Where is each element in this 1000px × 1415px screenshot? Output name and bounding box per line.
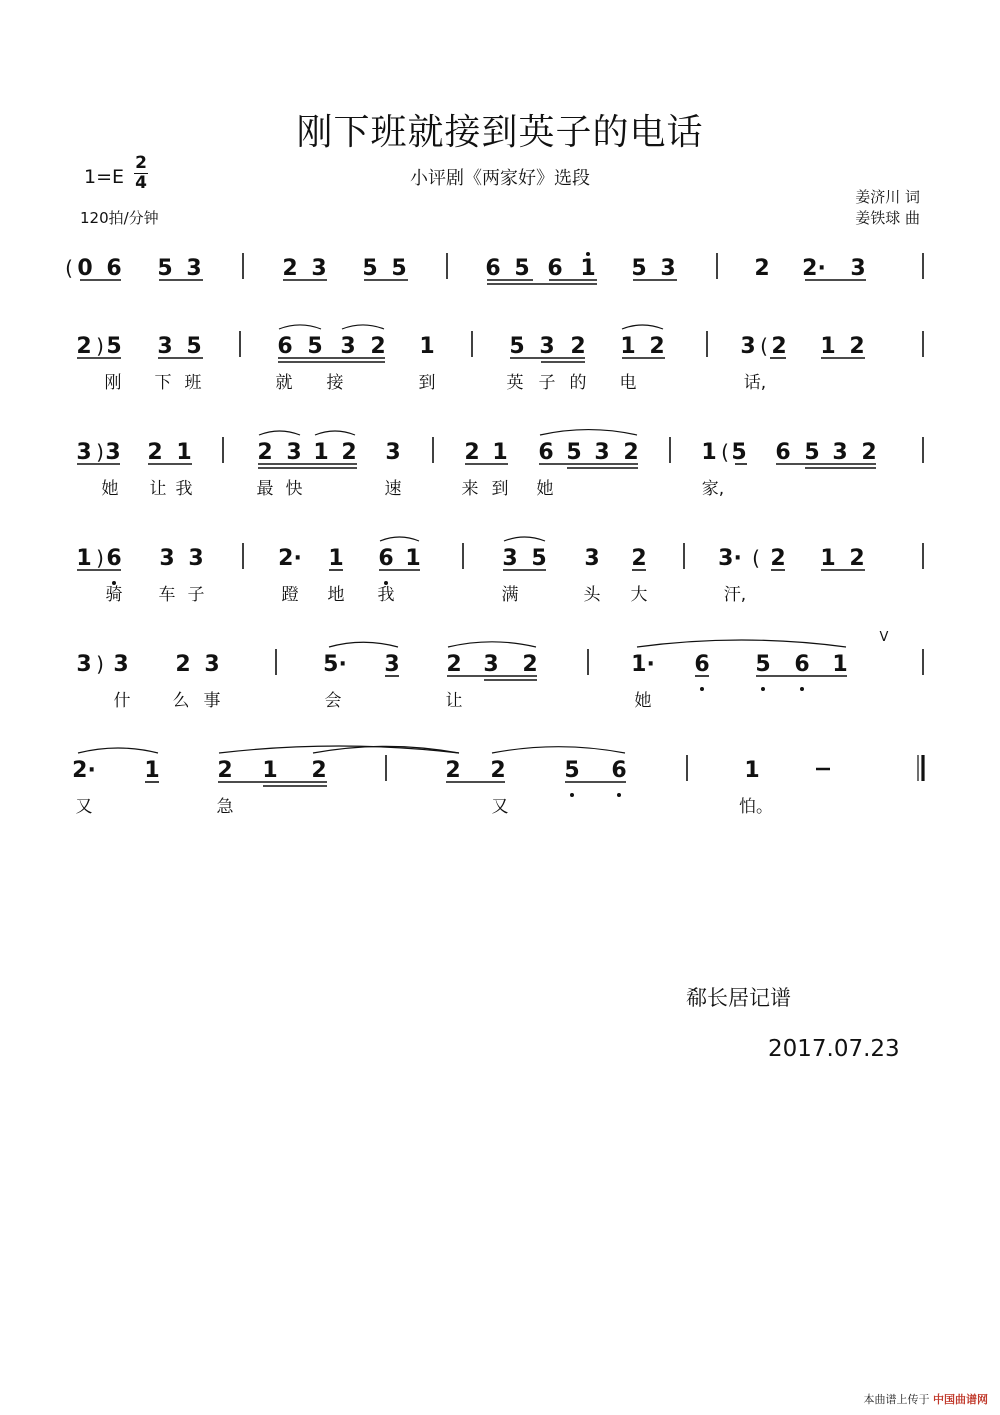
paren-mark: )	[96, 334, 104, 358]
note: 3	[502, 546, 518, 571]
breath-mark: V	[879, 630, 889, 645]
lyric-syllable: 话,	[743, 373, 767, 393]
footer-prefix: 本曲谱上传于	[863, 1393, 930, 1406]
note: 1	[262, 758, 278, 783]
site-footer	[864, 1391, 989, 1407]
note: 6	[378, 546, 394, 571]
lyric-syllable: 接	[326, 373, 344, 393]
slur	[78, 748, 158, 753]
note: 3	[113, 652, 129, 677]
note: 3	[539, 334, 555, 359]
tempo-marking: 120拍/分钟	[80, 209, 159, 227]
note: 5	[106, 334, 122, 359]
lyric-syllable: 让	[445, 691, 463, 711]
lyric-syllable: 我	[377, 585, 395, 605]
lyric-syllable: 汗,	[723, 585, 747, 605]
note: 1	[492, 440, 508, 465]
slur	[492, 747, 625, 753]
note: 2	[257, 440, 273, 465]
lyric-syllable: 怕。	[739, 797, 773, 817]
note: 5	[566, 440, 582, 465]
note: 5	[731, 440, 747, 465]
slur	[622, 325, 663, 329]
slur	[448, 642, 536, 647]
note: 1	[313, 440, 329, 465]
note: 3	[286, 440, 302, 465]
octave-dot-above	[586, 252, 590, 256]
note: 1	[832, 652, 848, 677]
lyric-syllable: 来	[461, 479, 479, 499]
note: 3	[594, 440, 610, 465]
note: 1	[328, 546, 344, 571]
note: 1	[405, 546, 421, 571]
note: 2	[76, 334, 92, 359]
slur	[279, 325, 321, 329]
slur	[637, 640, 846, 647]
lyric-syllable: 子	[538, 373, 556, 393]
lyric-syllable: 会	[324, 691, 342, 711]
note: 3	[105, 440, 121, 465]
lyric-syllable: 电	[619, 373, 637, 393]
note: 6	[794, 652, 810, 677]
lyric-syllable: 英	[506, 373, 524, 393]
note: 2	[464, 440, 480, 465]
song-subtitle: 小评剧《两家好》选段	[410, 168, 590, 189]
slur	[315, 431, 355, 435]
slur	[329, 642, 398, 647]
note: 3	[76, 652, 92, 677]
time-signature-bottom: 4	[135, 173, 147, 193]
note: 5	[804, 440, 820, 465]
note: 3	[188, 546, 204, 571]
note: 3	[384, 652, 400, 677]
lyric-syllable: 骑	[105, 585, 123, 605]
note: 3	[186, 256, 202, 281]
lyric-syllable: 车	[158, 585, 176, 605]
note: 6	[106, 256, 122, 281]
lyric-syllable: 的	[569, 373, 587, 393]
lyric-syllable: 么	[172, 691, 190, 711]
lyric-syllable: 事	[203, 691, 221, 711]
octave-dot-below	[800, 687, 804, 691]
lyric-syllable: 到	[491, 479, 509, 499]
site-logo: 中国曲谱网	[933, 1393, 988, 1406]
note: 1·	[631, 652, 655, 677]
song-title: 刚下班就接到英子的电话	[296, 112, 704, 153]
note: 2	[770, 546, 786, 571]
note: 2	[311, 758, 327, 783]
note: 3	[340, 334, 356, 359]
note: 2	[570, 334, 586, 359]
lyric-syllable: 快	[285, 479, 303, 499]
lyric-syllable: 她	[101, 479, 119, 499]
note: 2	[623, 440, 639, 465]
paren-mark: (	[721, 440, 729, 464]
note: 5	[631, 256, 647, 281]
note: 3	[483, 652, 499, 677]
note: 2	[861, 440, 877, 465]
note: 5	[564, 758, 580, 783]
time-signature-top: 2	[135, 153, 147, 173]
lyric-syllable: 满	[501, 585, 519, 605]
note: 2	[849, 334, 865, 359]
lyric-syllable: 她	[634, 691, 652, 711]
note: 6	[106, 546, 122, 571]
octave-dot-below	[700, 687, 704, 691]
lyric-syllable: 什	[113, 691, 131, 711]
note: 3·	[718, 546, 742, 571]
lyric-syllable: 刚	[104, 373, 122, 393]
slur	[504, 537, 545, 541]
paren-mark: )	[96, 440, 104, 464]
note: 5	[391, 256, 407, 281]
note: 3	[740, 334, 756, 359]
lyric-syllable: 就	[275, 373, 293, 393]
lyric-syllable: 到	[418, 373, 436, 393]
lyric-syllable: 大	[630, 585, 648, 605]
note: 3	[660, 256, 676, 281]
paren-mark: (	[752, 546, 760, 570]
octave-dot-below	[617, 793, 621, 797]
note: 3	[584, 546, 600, 571]
note: 2	[849, 546, 865, 571]
note: 1	[620, 334, 636, 359]
note: 5	[157, 256, 173, 281]
note: 2	[771, 334, 787, 359]
note: 3	[157, 334, 173, 359]
key-signature: 1=E	[84, 166, 125, 188]
lyric-syllable: 下	[154, 373, 172, 393]
lyric-syllable: 班	[184, 373, 202, 393]
paren-mark: (	[760, 334, 768, 358]
note: 6	[485, 256, 501, 281]
note: 1	[144, 758, 160, 783]
note: 1	[744, 758, 760, 783]
slur	[540, 430, 637, 435]
note: 6	[694, 652, 710, 677]
lyric-syllable: 她	[536, 479, 554, 499]
lyric-syllable: 又	[491, 797, 509, 817]
lyric-syllable: 我	[175, 479, 193, 499]
note: 6	[547, 256, 563, 281]
note: 3	[832, 440, 848, 465]
lyric-syllable: 蹬	[281, 585, 299, 605]
lyric-syllable: 家,	[701, 479, 725, 499]
slur	[259, 431, 300, 435]
note: 2	[370, 334, 386, 359]
note: 2	[446, 652, 462, 677]
note: 2	[341, 440, 357, 465]
note: 1	[701, 440, 717, 465]
note: 2	[522, 652, 538, 677]
note: 3	[159, 546, 175, 571]
note: 5	[514, 256, 530, 281]
note: 5	[509, 334, 525, 359]
note: 6	[538, 440, 554, 465]
note: 6	[277, 334, 293, 359]
note: 6	[775, 440, 791, 465]
note: 2	[282, 256, 298, 281]
lyricist-credit: 姜济川 词	[855, 188, 920, 206]
note: 3	[850, 256, 866, 281]
note: 5	[755, 652, 771, 677]
note: 2	[649, 334, 665, 359]
octave-dot-below	[761, 687, 765, 691]
note: 2	[147, 440, 163, 465]
lyric-syllable: 子	[187, 585, 205, 605]
octave-dot-below	[570, 793, 574, 797]
note: 2·	[278, 546, 302, 571]
note: 3	[385, 440, 401, 465]
note: 5	[362, 256, 378, 281]
note: 2·	[802, 256, 826, 281]
paren-mark: )	[96, 546, 104, 570]
composer-credit: 姜铁球 曲	[855, 209, 920, 227]
note: 3	[204, 652, 220, 677]
note: 6	[611, 758, 627, 783]
note: 2	[217, 758, 233, 783]
transcriber-credit: 郗长居记谱	[686, 986, 791, 1010]
note: 5	[531, 546, 547, 571]
lyric-syllable: 头	[583, 585, 601, 605]
lyric-syllable: 地	[327, 585, 345, 605]
note: 2	[175, 652, 191, 677]
slur	[342, 325, 384, 329]
note: 5·	[323, 652, 347, 677]
note: 1	[820, 334, 836, 359]
note: 1	[419, 334, 435, 359]
transcription-date: 2017.07.23	[768, 1036, 900, 1062]
note: 1	[76, 546, 92, 571]
lyric-syllable: 最	[256, 479, 274, 499]
note: 3	[311, 256, 327, 281]
lyric-syllable: 让	[149, 479, 167, 499]
note: 1	[176, 440, 192, 465]
note: 2	[754, 256, 770, 281]
note: 2	[490, 758, 506, 783]
slur	[380, 537, 419, 541]
note: 0	[77, 256, 93, 281]
note: 1	[580, 256, 596, 281]
note: 2	[445, 758, 461, 783]
lyric-syllable: 又	[75, 797, 93, 817]
note: 3	[76, 440, 92, 465]
note: 2·	[72, 758, 96, 783]
paren-mark: )	[96, 652, 104, 676]
paren-mark: (	[65, 256, 73, 280]
note: 5	[186, 334, 202, 359]
note: 1	[820, 546, 836, 571]
lyric-syllable: 急	[216, 797, 234, 817]
note: 2	[631, 546, 647, 571]
lyric-syllable: 速	[384, 479, 402, 499]
note: 5	[307, 334, 323, 359]
